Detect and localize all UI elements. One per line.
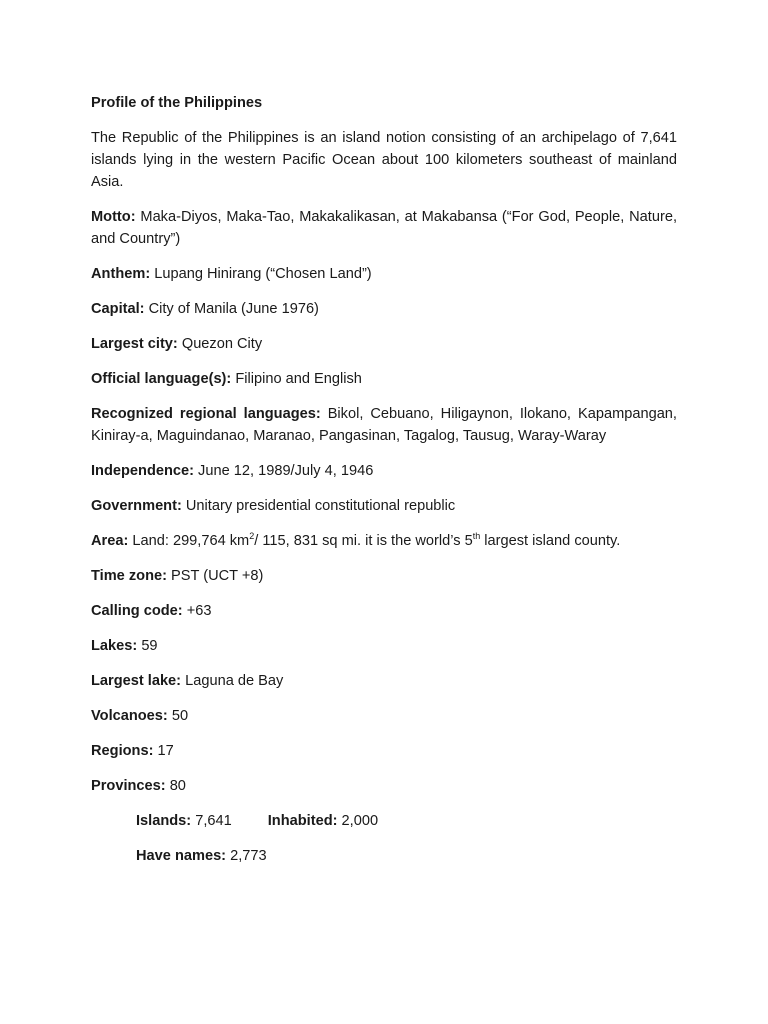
time-zone-row bbox=[91, 565, 677, 587]
largest-city-value: Quezon City bbox=[181, 336, 263, 352]
regions-label: Regions: bbox=[91, 743, 154, 759]
calling-code-label: Calling code: bbox=[91, 603, 183, 619]
capital-label: Capital: bbox=[91, 301, 145, 317]
motto-row bbox=[91, 206, 677, 250]
inhabited-value: 2,000 bbox=[341, 813, 379, 829]
anthem-value: Lupang Hinirang (“Chosen Land”) bbox=[154, 266, 372, 282]
provinces-value: 80 bbox=[169, 778, 186, 794]
area-row bbox=[91, 530, 677, 552]
intro-paragraph: The Republic of the Philippines is an island notion consisting of an archipelago of 7,641 islands lying in the western Pacific Ocean about 100 kilometers southeast of mainland Asia. bbox=[91, 130, 677, 190]
capital-row bbox=[91, 298, 677, 320]
official-languages-label: Official language(s): bbox=[91, 371, 232, 387]
official-languages-value: Filipino and English bbox=[235, 371, 362, 387]
largest-lake-label: Largest lake: bbox=[91, 673, 182, 689]
volcanoes-label: Volcanoes: bbox=[91, 708, 168, 724]
government-label: Government: bbox=[91, 498, 182, 514]
largest-city-label: Largest city: bbox=[91, 336, 178, 352]
largest-lake-value: Laguna de Bay bbox=[185, 673, 284, 689]
regional-languages-row bbox=[91, 403, 677, 447]
have-names-value: 2,773 bbox=[230, 848, 267, 864]
area-value-part1: Land: 299,764 km bbox=[132, 533, 250, 549]
area-superscript-squared: 2 bbox=[249, 531, 255, 542]
regional-languages-value: Bikol, Cebuano, Hiligaynon, Ilokano, Kapampangan, Kiniray-a, Maguindanao, Maranao, Pangasinan, Tagalog, Tausug, Waray-Waray bbox=[91, 406, 677, 444]
motto-value: Maka-Diyos, Maka-Tao, Makakalikasan, at Makabansa (“For God, People, Nature, and Country”) bbox=[91, 209, 677, 247]
lakes-value: 59 bbox=[141, 638, 158, 654]
independence-row bbox=[91, 460, 677, 482]
time-zone-label: Time zone: bbox=[91, 568, 167, 584]
have-names-row bbox=[91, 845, 677, 867]
government-row bbox=[91, 495, 677, 517]
calling-code-value: +63 bbox=[186, 603, 212, 619]
area-value-part3: largest island county. bbox=[480, 533, 621, 549]
area-label: Area: bbox=[91, 533, 129, 549]
islands-inhabited-row bbox=[91, 810, 677, 832]
volcanoes-value: 50 bbox=[171, 708, 189, 724]
inhabited-label: Inhabited: bbox=[267, 813, 338, 829]
independence-label: Independence: bbox=[91, 463, 194, 479]
have-names-label: Have names: bbox=[136, 848, 227, 864]
document-title: Profile of the Philippines bbox=[91, 95, 263, 111]
official-languages-row bbox=[91, 368, 677, 390]
largest-city-row bbox=[91, 333, 677, 355]
anthem-label: Anthem: bbox=[91, 266, 151, 282]
provinces-label: Provinces: bbox=[91, 778, 166, 794]
document-page bbox=[91, 92, 677, 880]
calling-code-row bbox=[91, 600, 677, 622]
capital-value: City of Manila (June 1976) bbox=[148, 301, 319, 317]
time-zone-value: PST (UCT +8) bbox=[171, 568, 264, 584]
islands-item bbox=[136, 810, 232, 832]
largest-lake-row bbox=[91, 670, 677, 692]
regional-languages-label: Recognized regional languages: bbox=[91, 406, 321, 422]
area-superscript-ordinal: th bbox=[472, 531, 481, 542]
government-value: Unitary presidential constitutional republic bbox=[185, 498, 456, 514]
anthem-row bbox=[91, 263, 677, 285]
area-value-part2: / 115, 831 sq mi. it is the world’s 5 bbox=[254, 533, 473, 549]
volcanoes-row bbox=[91, 705, 677, 727]
regions-row bbox=[91, 740, 677, 762]
lakes-row bbox=[91, 635, 677, 657]
islands-label: Islands: bbox=[136, 813, 192, 829]
lakes-label: Lakes: bbox=[91, 638, 138, 654]
islands-value: 7,641 bbox=[195, 813, 232, 829]
inhabited-item bbox=[268, 810, 378, 832]
independence-value: June 12, 1989/July 4, 1946 bbox=[198, 463, 374, 479]
provinces-row bbox=[91, 775, 677, 797]
motto-label: Motto: bbox=[91, 209, 136, 225]
regions-value: 17 bbox=[157, 743, 174, 759]
